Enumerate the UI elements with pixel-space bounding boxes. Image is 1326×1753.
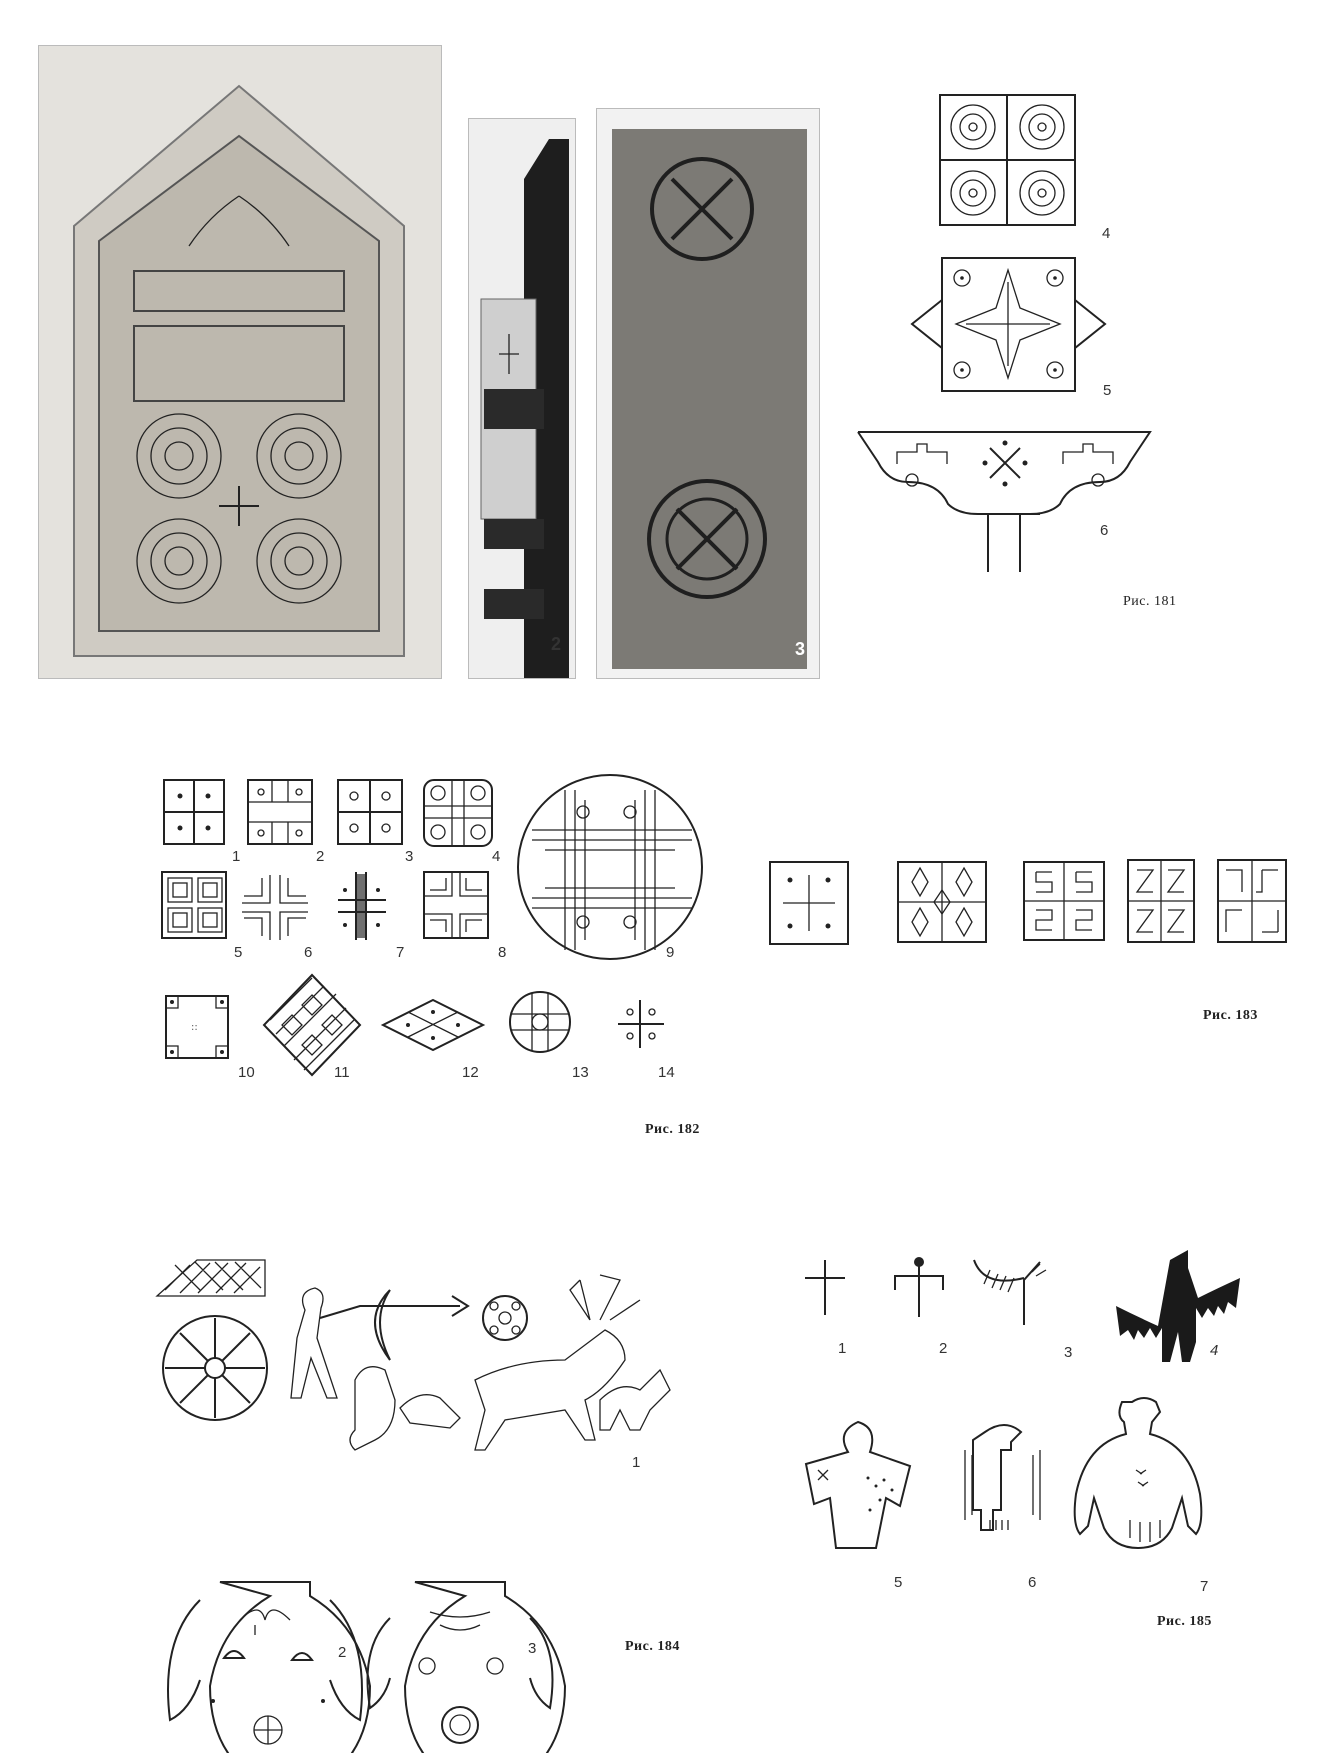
label-fig182-1: 1 <box>232 848 241 865</box>
fig185-item-4 <box>1116 1250 1240 1362</box>
fig185-item-3 <box>974 1260 1046 1325</box>
caption-fig181: Рис. 181 <box>1123 594 1177 609</box>
label-fig182-11: 11 <box>334 1064 350 1081</box>
label-fig184-3: 3 <box>528 1640 537 1657</box>
label-fig185-7: 7 <box>1200 1578 1209 1595</box>
label-fig182-12: 12 <box>462 1064 479 1081</box>
label-fig182-14: 14 <box>658 1064 675 1081</box>
label-fig181-2: 2 <box>551 634 562 654</box>
label-fig181-4: 4 <box>1102 225 1111 242</box>
label-fig182-5: 5 <box>234 944 243 961</box>
fig185-item-6 <box>965 1425 1040 1530</box>
label-fig185-4: 4 <box>1210 1342 1219 1359</box>
label-fig182-7: 7 <box>396 944 405 961</box>
fig185-item-7 <box>1075 1398 1202 1548</box>
label-fig181-6: 6 <box>1100 522 1109 539</box>
caption-fig183: Рис. 183 <box>1203 1008 1258 1023</box>
label-fig181-3: 3 <box>795 639 806 659</box>
label-fig181-5: 5 <box>1103 382 1112 399</box>
label-fig185-2: 2 <box>939 1340 948 1357</box>
label-fig182-10: 10 <box>238 1064 255 1081</box>
label-fig185-3: 3 <box>1064 1344 1073 1361</box>
label-fig184-1: 1 <box>632 1454 641 1471</box>
label-fig182-6: 6 <box>304 944 313 961</box>
label-fig185-5: 5 <box>894 1574 903 1591</box>
fig185-item-1 <box>805 1260 845 1315</box>
caption-fig185: Рис. 185 <box>1157 1614 1212 1629</box>
label-fig182-4: 4 <box>492 848 501 865</box>
label-fig182-3: 3 <box>405 848 414 865</box>
label-fig182-8: 8 <box>498 944 507 961</box>
label-fig184-2: 2 <box>338 1644 347 1661</box>
label-fig185-6: 6 <box>1028 1574 1037 1591</box>
fig185-item-5 <box>806 1422 910 1548</box>
label-fig182-9: 9 <box>666 944 675 961</box>
caption-fig184: Рис. 184 <box>625 1639 680 1654</box>
label-fig185-1: 1 <box>838 1340 847 1357</box>
label-fig182-2: 2 <box>316 848 325 865</box>
caption-fig182: Рис. 182 <box>645 1122 700 1137</box>
svg-text:::: :: <box>191 1022 198 1033</box>
fig185-item-2 <box>895 1257 943 1317</box>
label-fig182-13: 13 <box>572 1064 589 1081</box>
